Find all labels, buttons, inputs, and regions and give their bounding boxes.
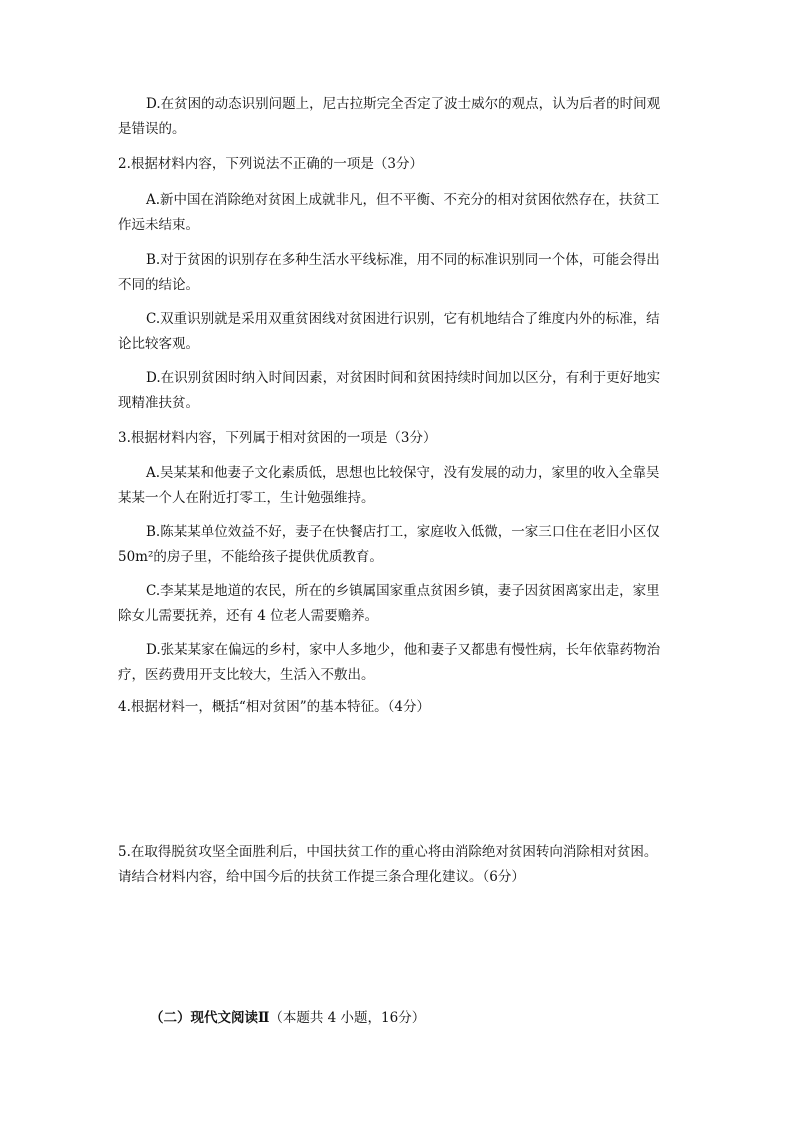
q2-option-c-line1: C.双重识别就是采用双重贫困线对贫困进行识别，它有机地结合了维度内外的标准，结 (146, 311, 660, 327)
q2-option-b-line1: B.对于贫困的识别存在多种生活水平线标准，用不同的标准识别同一个体，可能会得出 (146, 252, 660, 268)
q1-option-d-line1: D.在贫困的动态识别问题上，尼古拉斯完全否定了波士威尔的观点，认为后者的时间观 (146, 96, 661, 112)
q3-option-a-line1: A.吴某某和他妻子文化素质低，思想也比较保守，没有发展的动力，家里的收入全靠吴 (146, 465, 660, 481)
q3-option-b-line2: 50m²的房子里，不能给孩子提供优质教育。 (118, 549, 383, 565)
q2-option-d-line1: D.在识别贫困时纳入时间因素，对贫困时间和贫困持续时间加以区分，有利于更好地实 (146, 370, 661, 386)
q3-option-c-line1: C.李某某是地道的农民，所在的乡镇属国家重点贫困乡镇，妻子因贫困离家出走，家里 (146, 583, 660, 599)
q2-option-d-line2: 现精准扶贫。 (118, 395, 199, 411)
q2-option-c-line2: 论比较客观。 (118, 336, 199, 352)
q3-option-c-line2: 除女儿需要抚养，还有 4 位老人需要赡养。 (118, 608, 379, 624)
q1-option-d-line2: 是错误的。 (118, 121, 186, 137)
question-5-line1: 5.在取得脱贫攻坚全面胜利后，中国扶贫工作的重心将由消除绝对贫困转向消除相对贫困。 (118, 844, 658, 860)
question-3-stem: 3.根据材料内容，下列属于相对贫困的一项是（3分） (118, 430, 437, 446)
question-2-stem: 2.根据材料内容，下列说法不正确的一项是（3分） (118, 156, 423, 172)
question-4-stem: 4.根据材料一，概括“相对贫困”的基本特征。（4分） (118, 699, 431, 715)
section-2-note: （本题共 4 小题，16分） (269, 1010, 426, 1026)
section-2-title: （二）现代文阅读Ⅱ (150, 1010, 270, 1026)
question-5-line2: 请结合材料内容，给中国今后的扶贫工作提三条合理化建议。（6分） (118, 869, 525, 885)
section-2-heading (150, 1006, 425, 1031)
q3-option-a-line2: 某某一个人在附近打零工，生计勉强维持。 (118, 490, 375, 506)
q2-option-a-line1: A.新中国在消除绝对贫困上成就非凡，但不平衡、不充分的相对贫困依然存在，扶贫工 (146, 192, 660, 208)
q3-option-d-line1: D.张某某家在偏远的乡村，家中人多地少，他和妻子又都患有慢性病，长年依靠药物治 (146, 642, 661, 658)
q3-option-b-line1: B.陈某某单位效益不好，妻子在快餐店打工，家庭收入低微，一家三口住在老旧小区仅 (146, 524, 660, 540)
q3-option-d-line2: 疗，医药费用开支比较大，生活入不敷出。 (118, 667, 375, 683)
q2-option-b-line2: 不同的结论。 (118, 277, 199, 293)
q2-option-a-line2: 作远未结束。 (118, 217, 199, 233)
